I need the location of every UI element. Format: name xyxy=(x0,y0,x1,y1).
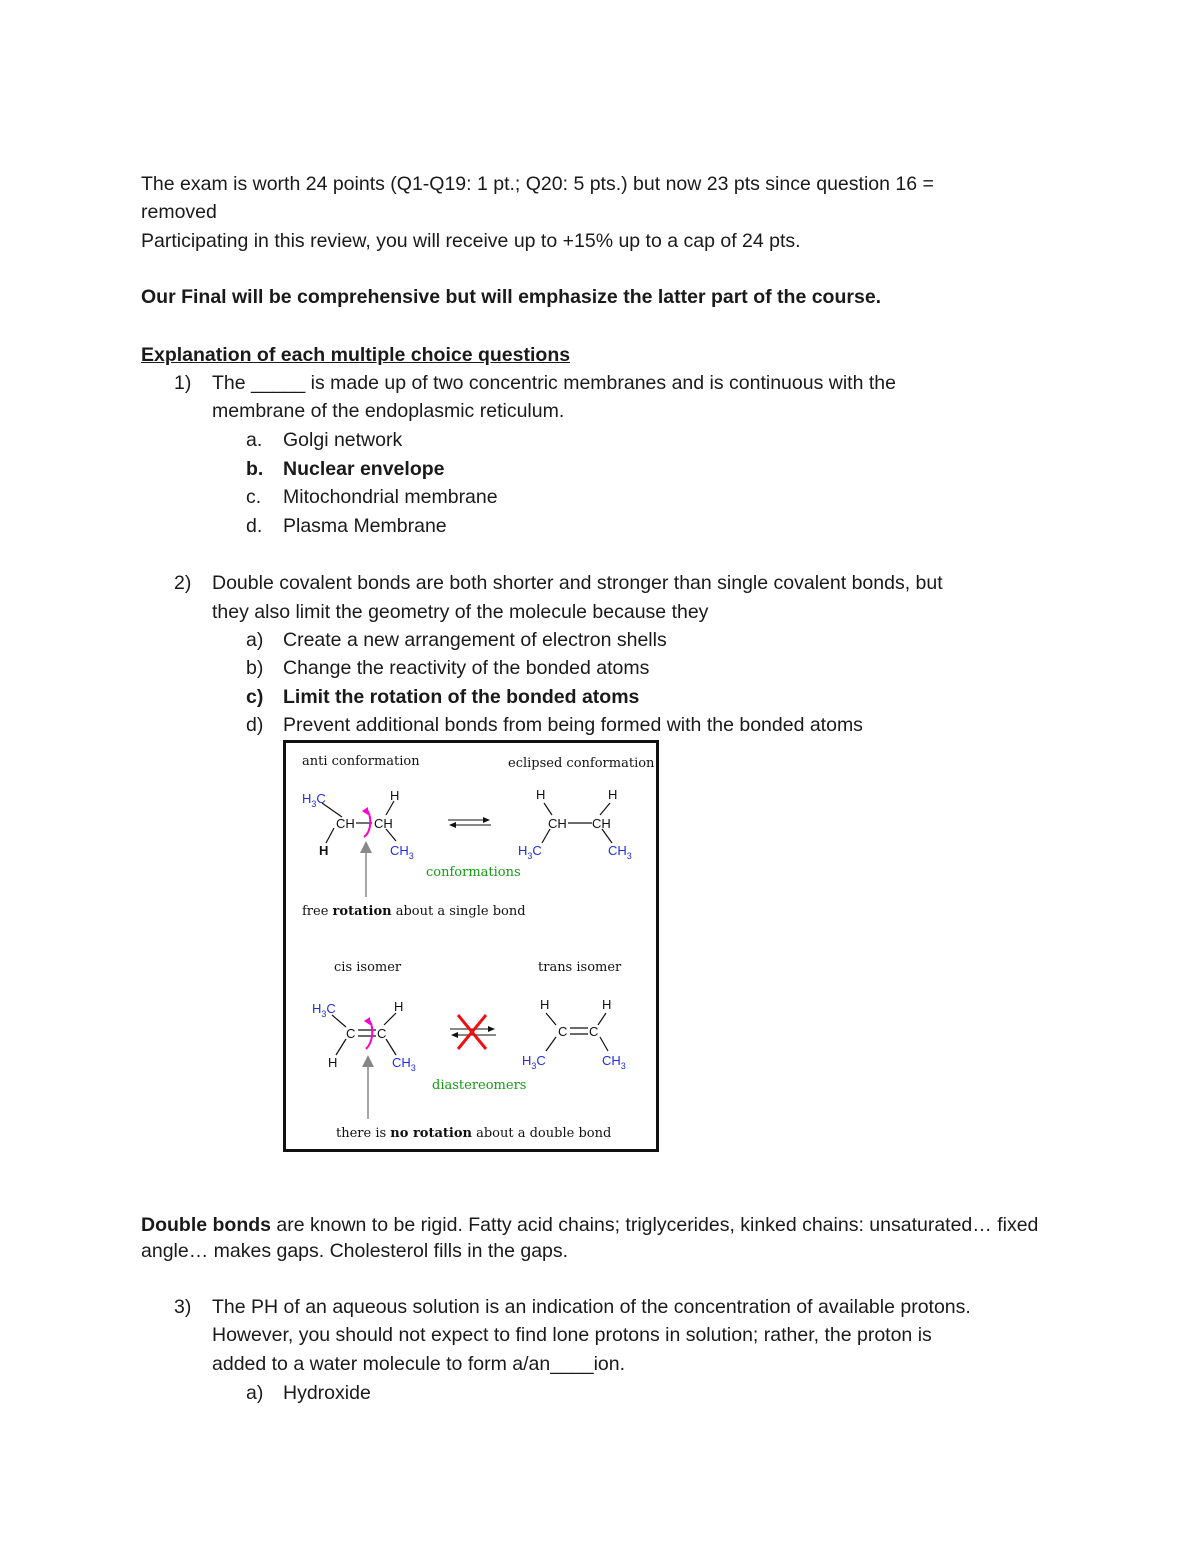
methyl-group: $H_3C$ xyxy=(522,1053,546,1071)
double-bonds-note-line-1 xyxy=(141,1216,1038,1236)
carbon-atom: CH xyxy=(592,816,611,831)
eclipsed-conformation-label: eclipsed conformation xyxy=(508,756,655,771)
hydrogen-atom: H xyxy=(390,788,400,803)
option-letter: a) xyxy=(246,629,264,651)
methyl-group: $CH_3$ xyxy=(392,1055,416,1073)
question-3-text-line-3: added to a water molecule to form a/an____ion. xyxy=(212,1353,626,1375)
carbon-atom: C xyxy=(346,1026,356,1041)
option-letter: b) xyxy=(246,657,264,679)
diastereomers-label: diastereomers xyxy=(432,1078,527,1093)
hydrogen-atom: H xyxy=(328,1055,338,1070)
intro-line-3: Participating in this review, you will receive up to +15% up to a cap of 24 pts. xyxy=(141,230,801,252)
double-bonds-note-text: are known to be rigid. Fatty acid chains; triglycerides, kinked chains: unsaturated… fixed xyxy=(271,1214,1039,1236)
question-1-text-line-2: membrane of the endoplasmic reticulum. xyxy=(212,400,565,422)
methyl-group: $H_3C$ xyxy=(312,1001,336,1019)
methyl-group: $H_3C$ xyxy=(302,791,326,809)
cis-isomer-label: cis isomer xyxy=(334,960,402,975)
option-letter: c. xyxy=(246,486,262,508)
carbon-atom: C xyxy=(558,1024,568,1039)
anti-conformation-molecule xyxy=(302,788,414,861)
equilibrium-arrow xyxy=(448,820,491,825)
question-1-number: 1) xyxy=(174,372,192,394)
option-letter-correct: c) xyxy=(246,686,264,708)
option-text: Mitochondrial membrane xyxy=(283,486,498,508)
option-text-correct: Nuclear envelope xyxy=(283,458,445,480)
double-bonds-term: Double bonds xyxy=(141,1214,271,1236)
section-heading: Explanation of each multiple choice questions xyxy=(141,344,571,366)
option-letter: d) xyxy=(246,714,264,736)
methyl-group: $CH_3$ xyxy=(608,843,632,861)
carbon-atom: C xyxy=(589,1024,599,1039)
hydrogen-atom: H xyxy=(540,997,550,1012)
option-text: Prevent additional bonds from being formed with the bonded atoms xyxy=(283,714,863,736)
question-3-text-line-1: The PH of an aqueous solution is an indication of the concentration of available protons. xyxy=(212,1296,971,1318)
option-letter-correct: b. xyxy=(246,458,264,480)
carbon-atom: CH xyxy=(336,816,355,831)
bond-rotation-figure xyxy=(283,740,659,1152)
question-2-text-line-1: Double covalent bonds are both shorter and stronger than single covalent bonds, but xyxy=(212,572,943,594)
option-text: Hydroxide xyxy=(283,1382,371,1404)
option-text: Golgi network xyxy=(283,429,403,451)
carbon-atom: CH xyxy=(374,816,393,831)
no-rotation-caption: there is no rotation about a double bond xyxy=(336,1126,612,1141)
carbon-atom: C xyxy=(377,1026,387,1041)
final-exam-notice: Our Final will be comprehensive but will emphasize the latter part of the course. xyxy=(141,286,882,308)
cis-isomer-molecule xyxy=(312,999,416,1073)
question-3-number: 3) xyxy=(174,1296,192,1318)
option-text-correct: Limit the rotation of the bonded atoms xyxy=(283,686,640,708)
option-text: Create a new arrangement of electron shells xyxy=(283,629,667,651)
methyl-group: $CH_3$ xyxy=(390,843,414,861)
double-bonds-note-line-2: angle… makes gaps. Cholesterol fills in the gaps. xyxy=(141,1240,569,1262)
hydrogen-atom: H xyxy=(602,997,612,1012)
methyl-group: $H_3C$ xyxy=(518,843,542,861)
carbon-atom: CH xyxy=(548,816,567,831)
option-letter: d. xyxy=(246,515,263,537)
trans-isomer-label: trans isomer xyxy=(538,960,622,975)
anti-conformation-label: anti conformation xyxy=(302,754,420,769)
hydrogen-atom: H xyxy=(608,787,618,802)
intro-line-1: The exam is worth 24 points (Q1-Q19: 1 pt.; Q20: 5 pts.) but now 23 pts since question 16 = xyxy=(141,173,934,195)
option-text: Change the reactivity of the bonded atoms xyxy=(283,657,650,679)
hydrogen-atom: H xyxy=(536,787,546,802)
conformations-label: conformations xyxy=(426,865,521,880)
blocked-equilibrium-arrow xyxy=(450,1015,496,1049)
methyl-group: $CH_3$ xyxy=(602,1053,626,1071)
option-letter: a) xyxy=(246,1382,264,1404)
free-rotation-caption: free rotation about a single bond xyxy=(302,904,526,919)
option-letter: a. xyxy=(246,429,263,451)
question-1-text-line-1: The _____ is made up of two concentric membranes and is continuous with the xyxy=(212,372,896,394)
hydrogen-atom: H xyxy=(319,843,329,858)
question-3-text-line-2: However, you should not expect to find lone protons in solution; rather, the proton is xyxy=(212,1324,932,1346)
eclipsed-conformation-molecule xyxy=(518,787,632,861)
trans-isomer-molecule xyxy=(522,997,626,1071)
hydrogen-atom: H xyxy=(394,999,404,1014)
question-2-text-line-2: they also limit the geometry of the molecule because they xyxy=(212,601,709,623)
question-2-number: 2) xyxy=(174,572,192,594)
option-text: Plasma Membrane xyxy=(283,515,447,537)
intro-line-2: removed xyxy=(141,201,217,223)
